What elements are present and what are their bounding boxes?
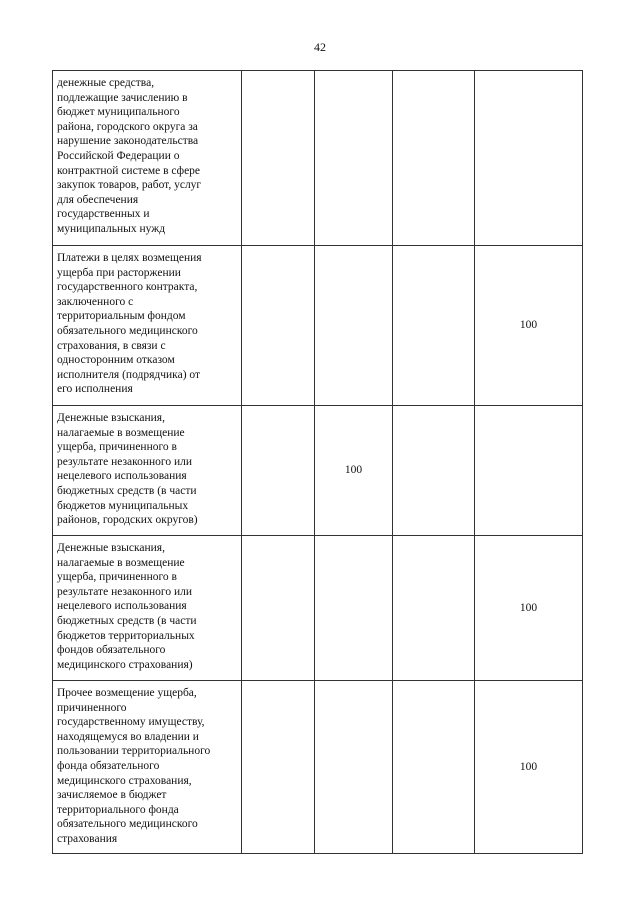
- text-line: бюджетов территориальных: [57, 629, 195, 642]
- table-row: [53, 71, 583, 246]
- text-line: ущерба, причиненного в: [57, 571, 177, 584]
- value-cell: [242, 536, 315, 681]
- text-line: денежные средства,: [57, 77, 155, 89]
- text-line: районов, городских округов): [57, 514, 198, 527]
- text-line: налагаемые в возмещение: [57, 426, 185, 439]
- text-line: результате незаконного или: [57, 455, 193, 468]
- value-cell: [242, 406, 315, 536]
- text-line: бюджетных средств (в части: [57, 614, 197, 627]
- text-line: Денежные взыскания,: [57, 542, 165, 554]
- value-cell: [393, 246, 475, 406]
- value-cell: [315, 246, 393, 406]
- value-cell: [315, 681, 393, 854]
- text-line: для обеспечения: [57, 193, 139, 206]
- text-line: Денежные взыскания,: [57, 412, 165, 424]
- value-cell: [393, 681, 475, 854]
- text-line: бюджетных средств (в части: [57, 484, 197, 497]
- value-cell: [393, 536, 475, 681]
- text-line: подлежащие зачислению в: [57, 91, 188, 104]
- value-cell: [315, 71, 393, 246]
- revenue-name-cell: [53, 681, 242, 854]
- text-line: Российской Федерации о: [57, 149, 180, 162]
- table-row: [53, 406, 583, 536]
- text-line: фондов обязательного: [57, 644, 166, 657]
- text-line: ущерба, причиненного в: [57, 441, 177, 454]
- table-row: [53, 246, 583, 406]
- revenue-name-cell: [53, 536, 242, 681]
- value-cell: [315, 536, 393, 681]
- value-cell: 100: [315, 406, 393, 536]
- revenue-name-cell: [53, 246, 242, 406]
- text-line: односторонним отказом: [57, 354, 175, 367]
- text-line: заключенного с: [57, 295, 134, 308]
- text-line: государственному имуществу,: [57, 716, 205, 729]
- text-line: контрактной системе в сфере: [57, 164, 201, 177]
- text-line: государственных и: [57, 208, 150, 221]
- text-line: фонда обязательного: [57, 759, 160, 772]
- text-line: муниципальных нужд: [57, 222, 166, 235]
- text-line: района, городского округа за: [57, 120, 198, 133]
- value-cell: 100: [475, 246, 583, 406]
- text-line: находящемуся во владении и: [57, 730, 199, 743]
- text-line: нецелевого использования: [57, 470, 187, 483]
- revenue-distribution-table: [52, 70, 583, 854]
- text-line: причиненного: [57, 701, 127, 714]
- text-line: закупок товаров, работ, услуг: [57, 179, 202, 192]
- text-line: медицинского страхования,: [57, 774, 192, 787]
- table-row: [53, 681, 583, 854]
- revenue-name-cell: [53, 71, 242, 246]
- text-line: бюджетов муниципальных: [57, 499, 189, 512]
- text-line: его исполнения: [57, 383, 133, 396]
- text-line: медицинского страхования): [57, 658, 193, 671]
- text-line: страхования: [57, 832, 118, 845]
- value-cell: [242, 681, 315, 854]
- text-line: зачисляемое в бюджет: [57, 789, 167, 802]
- text-line: бюджет муниципального: [57, 106, 180, 119]
- value-cell: [242, 246, 315, 406]
- value-cell: [475, 406, 583, 536]
- value-cell: 100: [475, 681, 583, 854]
- text-line: ущерба при расторжении: [57, 266, 181, 279]
- table-row: [53, 536, 583, 681]
- text-line: нарушение законодательства: [57, 135, 199, 148]
- text-line: государственного контракта,: [57, 281, 198, 294]
- revenue-name-cell: [53, 406, 242, 536]
- text-line: территориального фонда: [57, 803, 179, 816]
- page-number: 42: [314, 40, 326, 54]
- text-line: Прочее возмещение ущерба,: [57, 687, 197, 699]
- text-line: страхования, в связи с: [57, 339, 166, 352]
- text-line: обязательного медицинского: [57, 818, 198, 831]
- text-line: Платежи в целях возмещения: [57, 252, 202, 264]
- value-cell: [393, 406, 475, 536]
- text-line: результате незаконного или: [57, 585, 193, 598]
- text-line: пользовании территориального: [57, 745, 211, 758]
- value-cell: [475, 71, 583, 246]
- value-cell: [242, 71, 315, 246]
- value-cell: 100: [475, 536, 583, 681]
- text-line: обязательного медицинского: [57, 324, 198, 337]
- text-line: исполнителя (подрядчика) от: [57, 368, 201, 381]
- text-line: территориальным фондом: [57, 310, 186, 323]
- text-line: нецелевого использования: [57, 600, 187, 613]
- value-cell: [393, 71, 475, 246]
- text-line: налагаемые в возмещение: [57, 556, 185, 569]
